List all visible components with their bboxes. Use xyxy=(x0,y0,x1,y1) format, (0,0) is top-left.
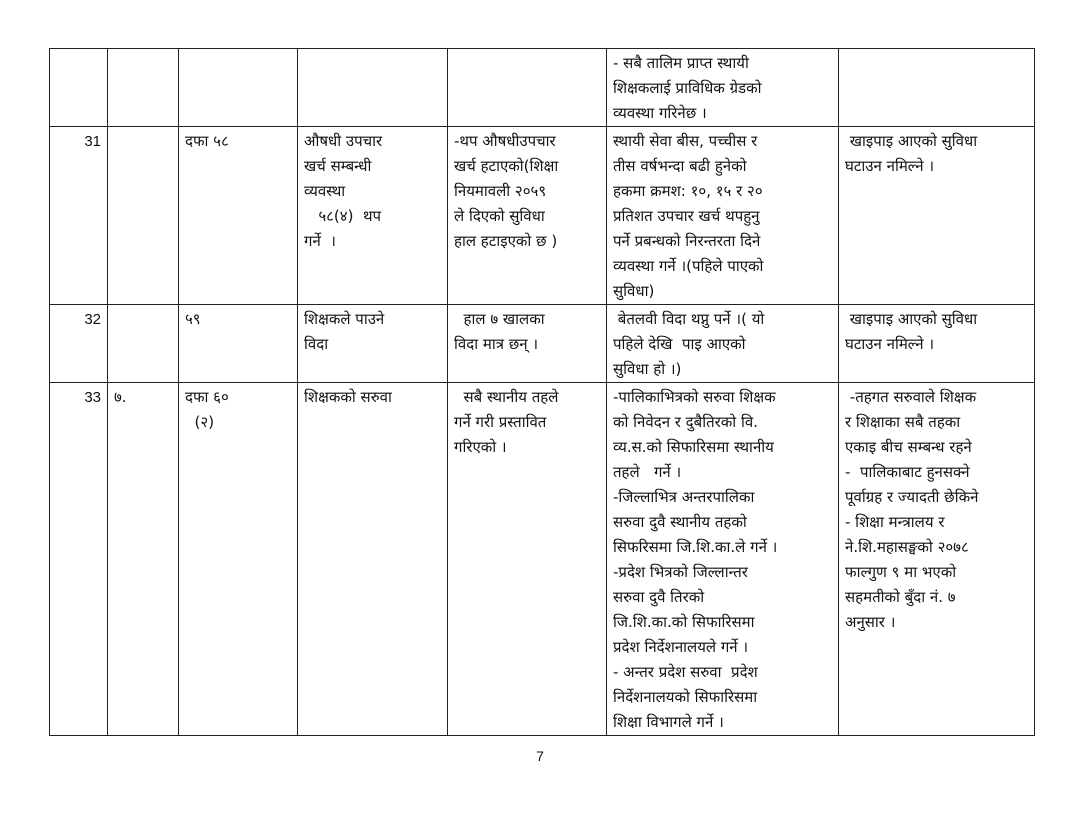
remarks-cell: खाइपाइ आएको सुविधा घटाउन नमिल्ने । xyxy=(839,127,1035,305)
row-number-cell: 33 xyxy=(50,383,108,736)
provision-cell: स्थायी सेवा बीस, पच्चीस र तीस वर्षभन्दा बढी हुनेको हकमा क्रमश: १०, १५ र २० प्रतिशत उपचार खर्च थपहुनु पर्ने प्रबन्धको निरन्तरता दिने व्यवस्था गर्ने ।(पहिले पाएको सुविधा) xyxy=(607,127,839,305)
proposal-cell: सबै स्थानीय तहले गर्ने गरी प्रस्तावित गरिएको । xyxy=(448,383,607,736)
provision-cell: -पालिकाभित्रको सरुवा शिक्षक को निवेदन र दुबैतिरको वि. व्य.स.को सिफारिसमा स्थानीय तहले गर्ने । -जिल्लाभित्र अन्तरपालिका सरुवा दुवै स्थानीय तहको सिफरिसमा जि.शि.का.ले गर्ने । -प्रदेश भित्रको जिल्लान्तर सरुवा दुवै तिरको जि.शि.का.को सिफारिसमा प्रदेश निर्देशनालयले गर्ने । - अन्तर प्रदेश सरुवा प्रदेश निर्देशनालयको सिफारिसमा शिक्षा विभागले गर्ने । xyxy=(607,383,839,736)
proposal-cell: -थप औषधीउपचार खर्च हटाएको(शिक्षा नियमावली २०५९ ले दिएको सुविधा हाल हटाइएको छ ) xyxy=(448,127,607,305)
section-cell: ५९ xyxy=(179,305,298,383)
row-number-cell: 31 xyxy=(50,127,108,305)
table-row xyxy=(50,383,1035,736)
section-cell: दफा ५८ xyxy=(179,127,298,305)
sub-number-cell: ७. xyxy=(108,383,179,736)
row-number-cell xyxy=(50,49,108,127)
provision-cell: - सबै तालिम प्राप्त स्थायी शिक्षकलाई प्राविधिक ग्रेडको व्यवस्था गरिनेछ । xyxy=(607,49,839,127)
document-table xyxy=(49,48,1035,736)
section-cell: दफा ६० (२) xyxy=(179,383,298,736)
subject-cell: शिक्षकको सरुवा xyxy=(298,383,448,736)
remarks-cell: -तहगत सरुवाले शिक्षक र शिक्षाका सबै तहका एकाइ बीच सम्बन्ध रहने - पालिकाबाट हुनसक्ने पूर्वाग्रह र ज्यादती छेकिने - शिक्षा मन्त्रालय र ने.शि.महासङ्घको २०७८ फाल्गुण ९ मा भएको सहमतीको बुँदा नं. ७ अनुसार । xyxy=(839,383,1035,736)
section-cell xyxy=(179,49,298,127)
table-row xyxy=(50,127,1035,305)
sub-number-cell xyxy=(108,49,179,127)
provision-cell: बेतलवी विदा थप्नु पर्ने ।( यो पहिले देखि पाइ आएको सुविधा हो ।) xyxy=(607,305,839,383)
remarks-cell xyxy=(839,49,1035,127)
remarks-cell: खाइपाइ आएको सुविधा घटाउन नमिल्ने । xyxy=(839,305,1035,383)
proposal-cell xyxy=(448,49,607,127)
table-row xyxy=(50,305,1035,383)
row-number-cell: 32 xyxy=(50,305,108,383)
sub-number-cell xyxy=(108,305,179,383)
sub-number-cell xyxy=(108,127,179,305)
table-row xyxy=(50,49,1035,127)
subject-cell xyxy=(298,49,448,127)
subject-cell: औषधी उपचार खर्च सम्बन्धी व्यवस्था ५८(४) थप गर्ने । xyxy=(298,127,448,305)
proposal-cell: हाल ७ खालका विदा मात्र छन् । xyxy=(448,305,607,383)
page-number: 7 xyxy=(536,748,544,764)
subject-cell: शिक्षकले पाउने विदा xyxy=(298,305,448,383)
